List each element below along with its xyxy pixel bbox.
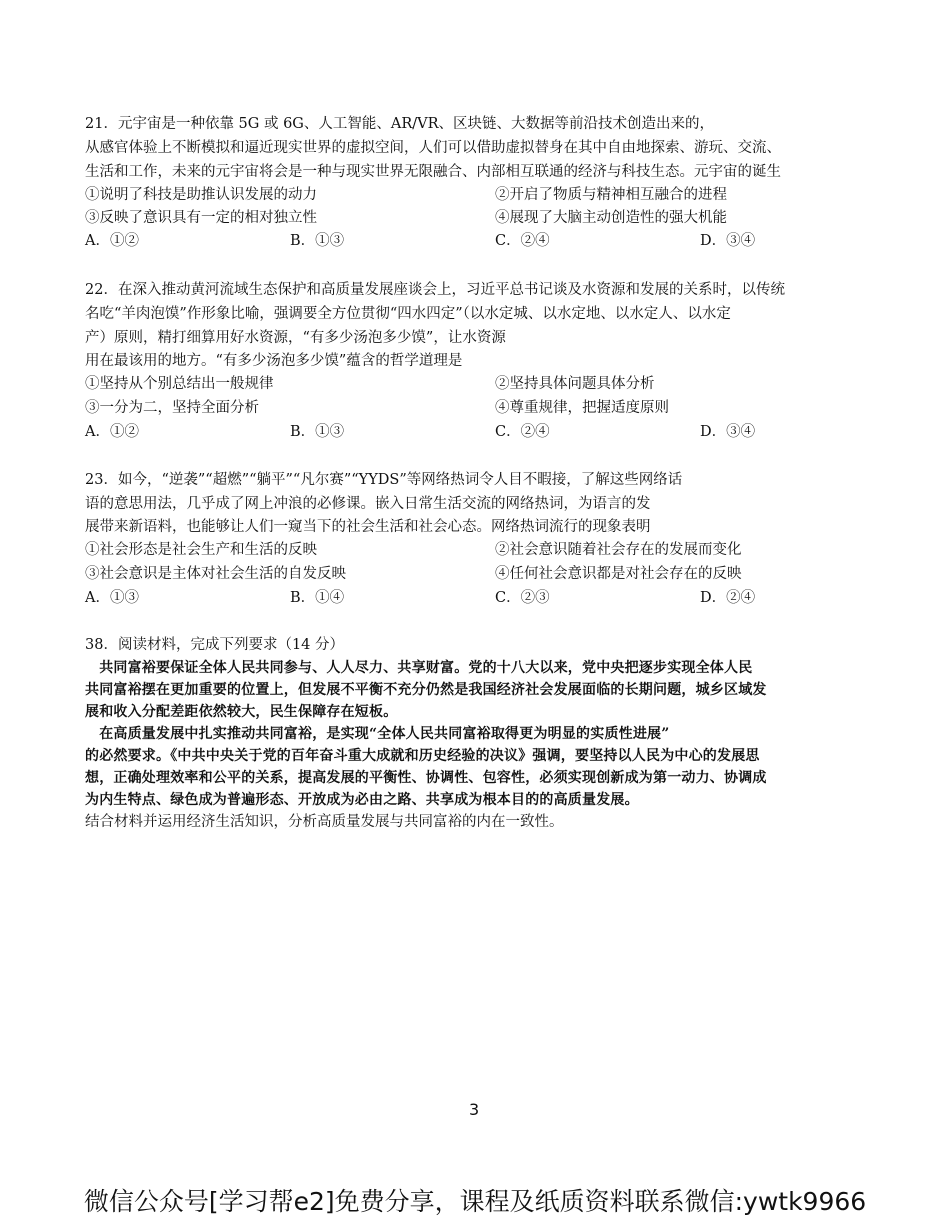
q22-item-1: ①坚持从个别总结出一般规律 bbox=[85, 376, 274, 392]
q22-stem-line: 22．在深入推动黄河流域生态保护和高质量发展座谈会上，习近平总书记谈及水资源和发展的关系时，以传统 bbox=[85, 282, 785, 298]
q21-choice-b: B．①③ bbox=[290, 233, 345, 249]
footer-watermark-text: 微信公众号[学习帮e2]免费分享，课程及纸质资料联系微信:ywtk9966 bbox=[83, 1187, 867, 1216]
q22-choice-c: C．②④ bbox=[495, 424, 550, 440]
q22-stem-line: 名吃“羊肉泡馍”作形象比喻，强调要全方位贯彻“四水四定”（以水定城、以水定地、以水定人、以水定 bbox=[85, 306, 731, 322]
q23-item-1: ①社会形态是社会生产和生活的反映 bbox=[85, 542, 317, 558]
page-number: 3 bbox=[469, 1100, 480, 1119]
q21-stem-line: 21．元宇宙是一种依靠 5G 或 6G、人工智能、AR/VR、区块链、大数据等前沿技术创造出来的， bbox=[85, 116, 715, 132]
q21-item-2: ②开启了物质与精神相互融合的进程 bbox=[495, 187, 727, 203]
q23-item-4: ④任何社会意识都是对社会存在的反映 bbox=[495, 566, 742, 582]
q38-title: 38．阅读材料，完成下列要求（14 分） bbox=[85, 637, 345, 653]
q23-choice-b: B．①④ bbox=[290, 590, 345, 606]
q23-stem-line: 展带来新语料，也能够让人们一窥当下的社会生活和社会心态。网络热词流行的现象表明 bbox=[85, 519, 651, 535]
q21-item-4: ④展现了大脑主动创造性的强大机能 bbox=[495, 210, 727, 226]
q22-stem-line: 用在最该用的地方。“有多少汤泡多少馍”蕴含的哲学道理是 bbox=[85, 353, 463, 369]
q38-material-line: 共同富裕摆在更加重要的位置上，但发展不平衡不充分仍然是我国经济社会发展面临的长期问题，城乡区域发 bbox=[85, 682, 767, 698]
q38-material-line: 展和收入分配差距依然较大，民生保障存在短板。 bbox=[85, 704, 398, 720]
q22-item-3: ③一分为二，坚持全面分析 bbox=[85, 400, 259, 416]
q22-item-2: ②坚持具体问题具体分析 bbox=[495, 376, 655, 392]
q38-material-line: 共同富裕要保证全体人民共同参与、人人尽力、共享财富。党的十八大以来，党中央把逐步实现全体人民 bbox=[85, 660, 753, 676]
q22-choice-d: D．③④ bbox=[700, 424, 756, 440]
q21-choice-c: C．②④ bbox=[495, 233, 550, 249]
q38-material-line: 的必然要求。《中共中央关于党的百年奋斗重大成就和历史经验的决议》强调，要坚持以人民为中心的发展思 bbox=[85, 748, 760, 764]
q21-choice-d: D．③④ bbox=[700, 233, 756, 249]
q38-material-line: 想，正确处理效率和公平的关系，提高发展的平衡性、协调性、包容性，必须实现创新成为第一动力、协调成 bbox=[85, 770, 767, 786]
q23-item-2: ②社会意识随着社会存在的发展而变化 bbox=[495, 542, 742, 558]
q23-choice-c: C．②③ bbox=[495, 590, 550, 606]
q21-item-1: ①说明了科技是助推认识发展的动力 bbox=[85, 187, 317, 203]
q21-choice-a: A．①② bbox=[85, 233, 139, 249]
q22-choice-a: A．①② bbox=[85, 424, 139, 440]
q22-choice-b: B．①③ bbox=[290, 424, 345, 440]
q38-material-line: 为内生特点、绿色成为普遍形态、开放成为必由之路、共享成为根本目的的高质量发展。 bbox=[85, 792, 639, 808]
q38-question: 结合材料并运用经济生活知识，分析高质量发展与共同富裕的内在一致性。 bbox=[85, 814, 564, 830]
q23-choice-d: D．②④ bbox=[700, 590, 756, 606]
q23-item-3: ③社会意识是主体对社会生活的自发反映 bbox=[85, 566, 346, 582]
q21-stem-line: 从感官体验上不断模拟和逼近现实世界的虚拟空间，人们可以借助虚拟替身在其中自由地探索、游玩、交流、 bbox=[85, 140, 781, 156]
q22-item-4: ④尊重规律，把握适度原则 bbox=[495, 400, 669, 416]
q23-choice-a: A．①③ bbox=[85, 590, 139, 606]
q21-item-3: ③反映了意识具有一定的相对独立性 bbox=[85, 210, 317, 226]
q22-stem-line: 产）原则，精打细算用好水资源，“有多少汤泡多少馍”，让水资源 bbox=[85, 330, 506, 346]
q38-material-line: 在高质量发展中扎实推动共同富裕，是实现“全体人民共同富裕取得更为明显的实质性进展” bbox=[85, 726, 670, 742]
q23-stem-line: 语的意思用法，几乎成了网上冲浪的必修课。嵌入日常生活交流的网络热词，为语言的发 bbox=[85, 496, 651, 512]
q21-stem-line: 生活和工作，未来的元宇宙将会是一种与现实世界无限融合、内部相互联通的经济与科技生态。元宇宙的诞生 bbox=[85, 164, 781, 180]
q23-stem-line: 23．如今，“逆袭”“超燃”“躺平”“凡尔赛”“YYDS”等网络热词令人目不暇接，了解这些网络话 bbox=[85, 472, 683, 488]
